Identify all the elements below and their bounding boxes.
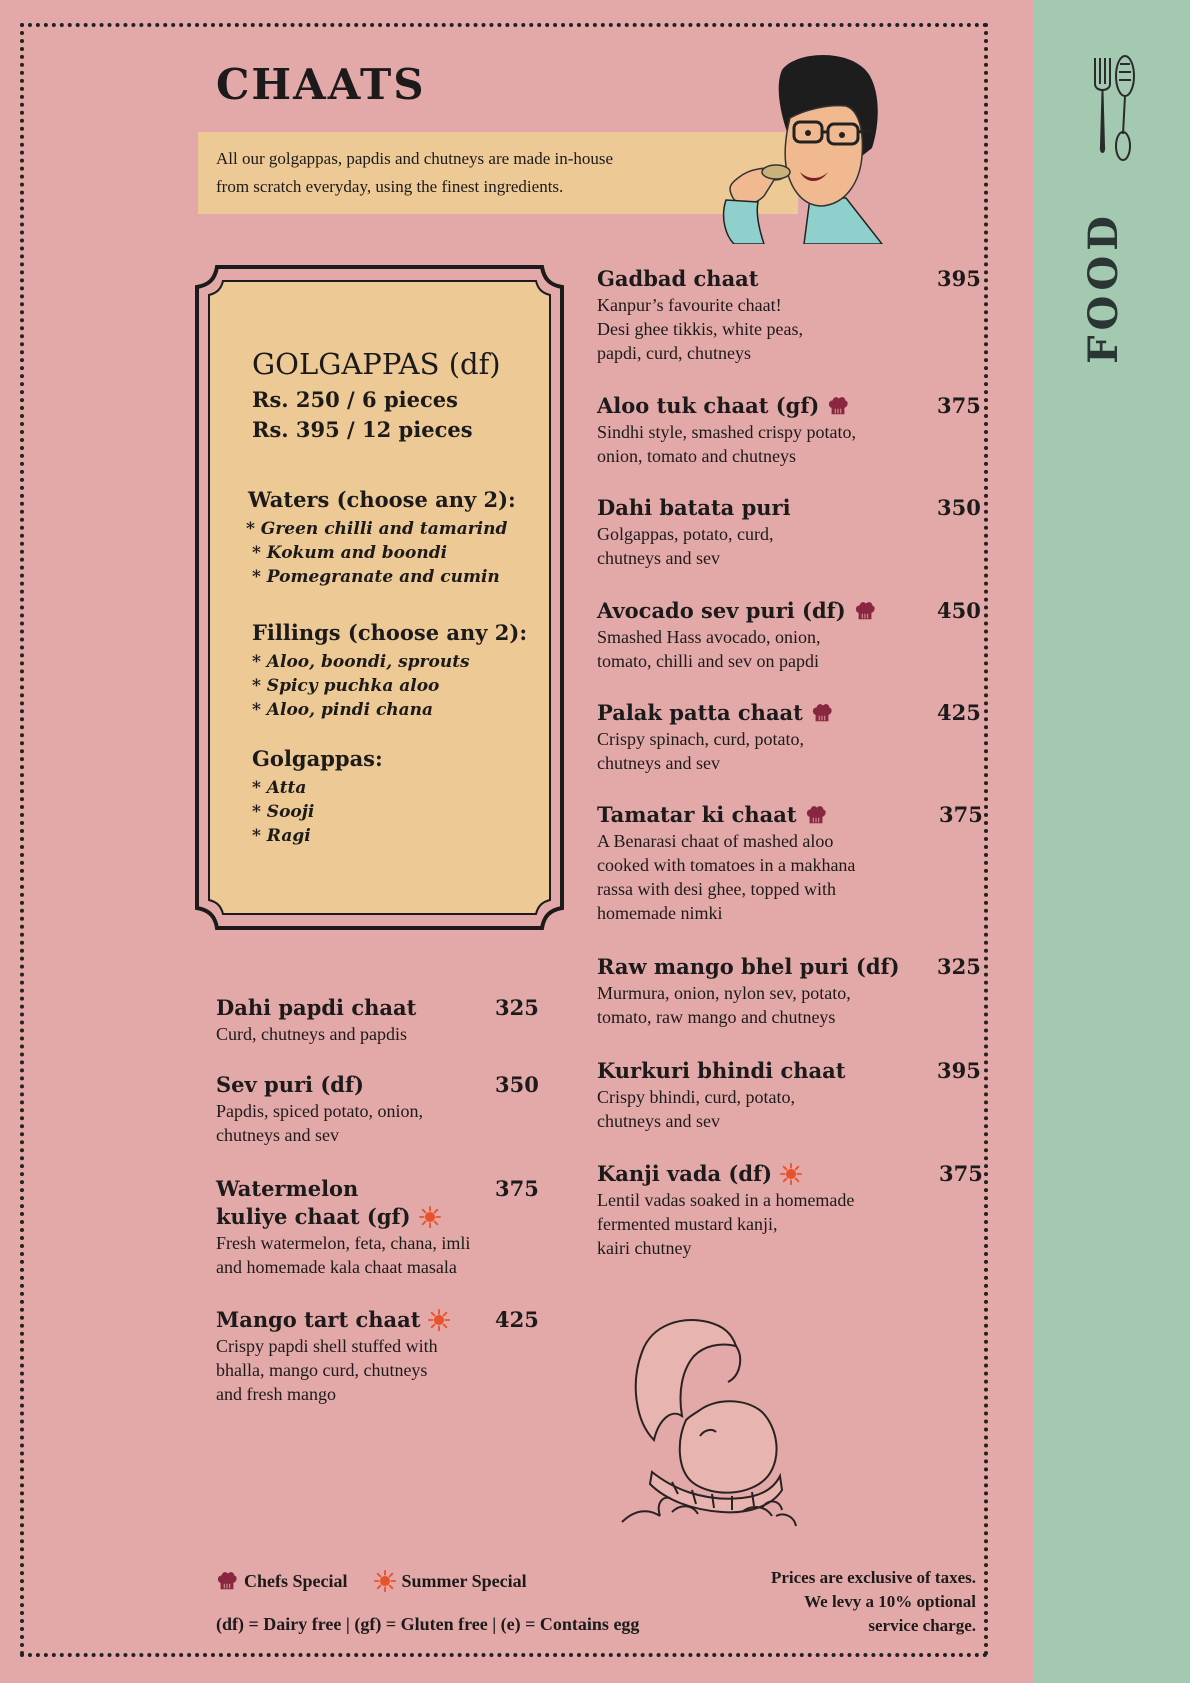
chef-hat-icon	[811, 702, 833, 724]
item-price: 375	[495, 1176, 539, 1201]
legend	[216, 1570, 527, 1592]
menu-item-kurkuri-bhindi-chaat	[597, 1057, 981, 1133]
summer-special-icon	[428, 1309, 450, 1331]
item-description: Crispy papdi shell stuffed with bhalla, mango curd, chutneys and fresh mango	[216, 1336, 438, 1404]
menu-item-watermelon-kuliye-chaat	[216, 1175, 539, 1279]
summer-special-icon	[374, 1570, 396, 1592]
kanji-vada-illustration	[612, 1312, 802, 1534]
page-title: CHAATS	[216, 60, 426, 109]
intro-line-1: All our golgappas, papdis and chutneys are made in-house	[216, 149, 614, 168]
item-description: Kanpur’s favourite chaat! Desi ghee tikkis, white peas, papdi, curd, chutneys	[597, 295, 803, 363]
item-description: Lentil vadas soaked in a homemade fermented mustard kanji, kairi chutney	[597, 1190, 855, 1258]
menu-item-dahi-batata-puri	[597, 494, 981, 570]
list-item: * Spicy puchka aloo	[252, 676, 440, 696]
item-description: Papdis, spiced potato, onion, chutneys and sev	[216, 1101, 423, 1145]
list-item: * Ragi	[252, 826, 311, 846]
item-name: Kurkuri bhindi chaat	[597, 1058, 846, 1083]
item-price: 350	[937, 495, 981, 520]
item-price: 375	[937, 393, 981, 418]
menu-item-gadbad-chaat	[597, 265, 981, 365]
menu-item-tamatar-ki-chaat	[597, 801, 983, 925]
item-description: Smashed Hass avocado, onion, tomato, chilli and sev on papdi	[597, 627, 821, 671]
golgappas-price-12: Rs. 395 / 12 pieces	[252, 417, 473, 442]
golgappa-types-list	[252, 776, 314, 848]
item-description: Murmura, onion, nylon sev, potato, tomato, raw mango and chutneys	[597, 983, 851, 1027]
item-description: Crispy bhindi, curd, potato, chutneys and sev	[597, 1087, 795, 1131]
item-price: 350	[495, 1072, 539, 1097]
summer-special-icon	[419, 1206, 441, 1228]
legend-label: Summer Special	[401, 1570, 527, 1591]
legend-chefs-special	[216, 1570, 348, 1592]
portrait-illustration	[686, 48, 896, 244]
item-name: Watermelon	[216, 1176, 359, 1201]
item-price: 375	[939, 802, 983, 827]
list-item: * Kokum and boondi	[252, 543, 448, 563]
list-item: * Aloo, boondi, sprouts	[252, 652, 470, 672]
legend-label: Chefs Special	[244, 1570, 348, 1591]
menu-item-mango-tart-chaat	[216, 1306, 539, 1406]
item-description: A Benarasi chaat of mashed aloo cooked with tomatoes in a makhana rassa with desi ghee, topped with homemade nimki	[597, 831, 856, 923]
menu-item-palak-patta-chaat	[597, 699, 981, 775]
fillings-heading: Fillings (choose any 2):	[252, 620, 528, 645]
intro-text	[216, 145, 686, 201]
item-name: Sev puri (df)	[216, 1072, 364, 1097]
item-price: 425	[495, 1307, 539, 1332]
list-item: * Aloo, pindi chana	[252, 700, 434, 720]
list-item: * Atta	[252, 778, 307, 798]
tax-note-line: We levy a 10% optional	[804, 1592, 976, 1611]
menu-item-sev-puri	[216, 1071, 539, 1147]
chef-hat-icon	[805, 804, 827, 826]
item-name: Mango tart chaat	[216, 1306, 536, 1334]
item-name: Tamatar ki chaat	[597, 801, 977, 829]
item-description: Curd, chutneys and papdis	[216, 1024, 407, 1044]
list-item: * Green chilli and tamarind	[246, 519, 508, 539]
list-item: * Pomegranate and cumin	[252, 567, 500, 587]
golgappas-box	[195, 265, 564, 930]
item-price: 450	[937, 598, 981, 623]
item-price: 425	[937, 700, 981, 725]
item-name-line-2: kuliye chaat (gf)	[216, 1203, 536, 1231]
menu-item-kanji-vada	[597, 1160, 983, 1260]
menu-item-avocado-sev-puri	[597, 597, 981, 673]
item-name: Palak patta chaat	[597, 699, 977, 727]
item-description: Crispy spinach, curd, potato, chutneys and sev	[597, 729, 804, 773]
item-name: Avocado sev puri (df)	[597, 597, 977, 625]
item-price: 325	[937, 954, 981, 979]
item-price: 395	[937, 266, 981, 291]
fillings-list	[252, 650, 470, 722]
cutlery-icon	[1087, 54, 1139, 164]
menu-item-raw-mango-bhel-puri	[597, 953, 981, 1029]
item-name: Dahi batata puri	[597, 495, 791, 520]
item-description: Fresh watermelon, feta, chana, imli and homemade kala chaat masala	[216, 1233, 471, 1277]
intro-line-2: from scratch everyday, using the finest ingredients.	[216, 177, 564, 196]
item-name: Gadbad chaat	[597, 266, 759, 291]
dietary-legend: (df) = Dairy free | (gf) = Gluten free | (e) = Contains egg	[216, 1614, 640, 1634]
list-item: * Sooji	[252, 802, 315, 822]
tax-note-line: Prices are exclusive of taxes.	[770, 1568, 976, 1587]
item-price: 375	[939, 1161, 983, 1186]
menu-item-aloo-tuk-chaat	[597, 392, 981, 468]
sidebar	[1033, 0, 1190, 1683]
golgappas-price-6: Rs. 250 / 6 pieces	[252, 387, 458, 412]
item-price: 325	[495, 995, 539, 1020]
item-description: Sindhi style, smashed crispy potato, onion, tomato and chutneys	[597, 422, 856, 466]
golgappa-types-heading: Golgappas:	[252, 746, 383, 771]
chef-hat-icon	[827, 395, 849, 417]
tax-note	[710, 1566, 976, 1638]
tax-note-line: service charge.	[868, 1616, 976, 1635]
waters-list	[246, 517, 507, 589]
item-name: Kanji vada (df)	[597, 1160, 977, 1188]
item-name: Dahi papdi chaat	[216, 995, 417, 1020]
item-description: Golgappas, potato, curd, chutneys and sev	[597, 524, 774, 568]
section-label	[1077, 212, 1129, 362]
menu-item-dahi-papdi-chaat	[216, 994, 539, 1046]
item-price: 395	[937, 1058, 981, 1083]
waters-heading: Waters (choose any 2):	[248, 487, 516, 512]
item-name: Aloo tuk chaat (gf)	[597, 392, 977, 420]
summer-special-icon	[780, 1163, 802, 1185]
golgappas-title: GOLGAPPAS (df)	[252, 347, 501, 381]
chef-hat-icon	[854, 600, 876, 622]
item-name: Raw mango bhel puri (df)	[597, 954, 900, 979]
food-label: FOOD	[1079, 210, 1127, 364]
legend-summer-special	[374, 1570, 527, 1592]
chef-hat-icon	[216, 1570, 238, 1592]
